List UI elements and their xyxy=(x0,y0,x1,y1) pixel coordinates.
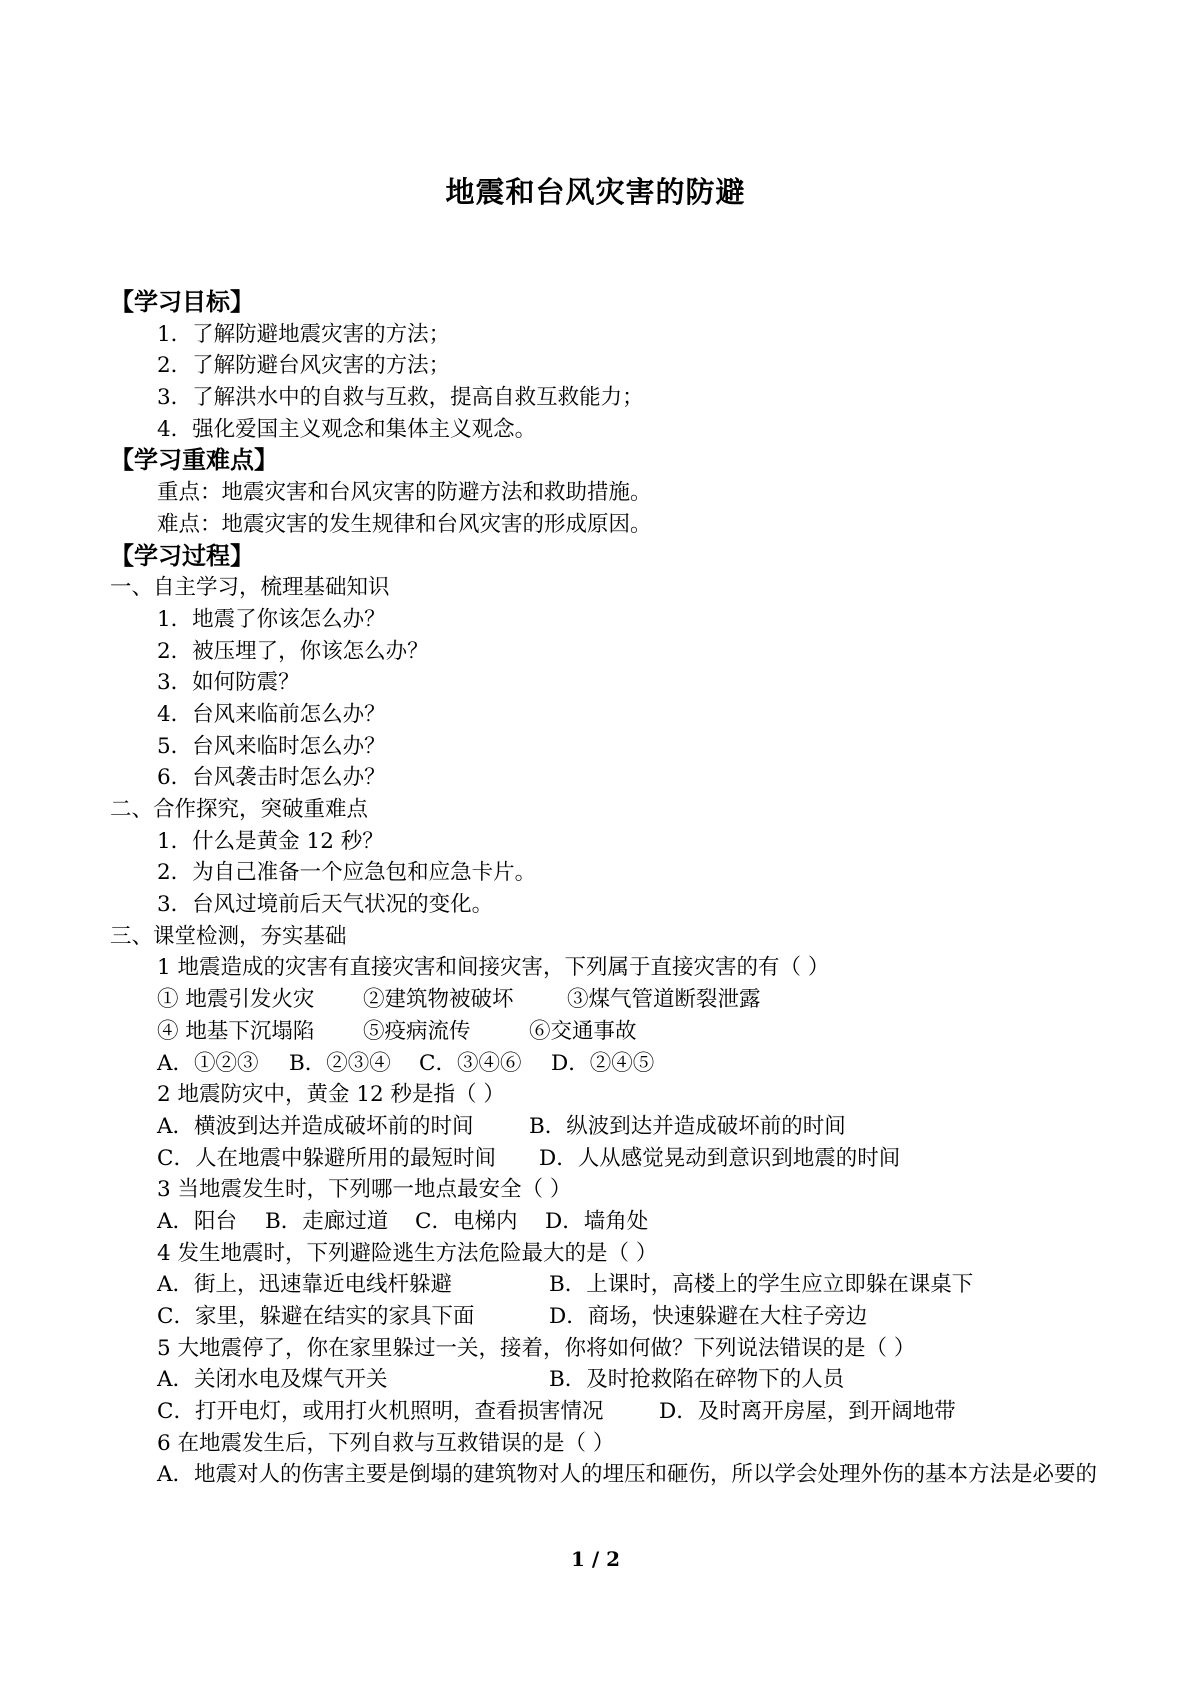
option-row xyxy=(110,1269,1100,1301)
question-stem: 2 地震防灾中，黄金 12 秒是指（ ） xyxy=(157,1082,505,1108)
choice-item: ⑥交通事故 xyxy=(529,1018,637,1044)
list-item: 3．如何防震？ xyxy=(157,670,300,696)
list-item: 2．为自己准备一个应急包和应急卡片。 xyxy=(157,860,537,886)
goal-item: 3．了解洪水中的自救与互救，提高自救互救能力； xyxy=(157,385,644,411)
option: D．及时离开房屋，到开阔地带 xyxy=(659,1399,956,1425)
option: A．①②③ xyxy=(157,1050,259,1076)
option: D．人从感觉晃动到意识到地震的时间 xyxy=(539,1145,901,1171)
question-stem: 5 大地震停了，你在家里躲过一关，接着，你将如何做？下列说法错误的是（ ） xyxy=(157,1335,916,1361)
goal-item: 2．了解防避台风灾害的方法； xyxy=(157,353,451,379)
option: B．②③④ xyxy=(289,1050,391,1076)
option: D．②④⑤ xyxy=(551,1050,655,1076)
choice-row xyxy=(110,1016,1100,1048)
option-row xyxy=(110,1396,1100,1428)
choice-item: ③煤气管道断裂泄露 xyxy=(567,987,761,1013)
section-title: 三、课堂检测，夯实基础 xyxy=(110,923,347,949)
list-item: 1．什么是黄金 12 秒？ xyxy=(157,828,384,854)
option: C．人在地震中躲避所用的最短时间 xyxy=(157,1145,496,1171)
option: A．关闭水电及煤气开关 xyxy=(157,1367,388,1393)
choice-item: ②建筑物被破坏 xyxy=(363,987,514,1013)
list-item: 5．台风来临时怎么办？ xyxy=(157,733,386,759)
keypoint-item: 重点：地震灾害和台风灾害的防避方法和救助措施。 xyxy=(157,480,652,506)
section-title: 一、自主学习，梳理基础知识 xyxy=(110,575,390,601)
page-number: 1 / 2 xyxy=(570,1547,621,1571)
option-row xyxy=(110,1206,1100,1238)
list-item: 2．被压埋了，你该怎么办？ xyxy=(157,638,429,664)
keypoints-heading: 【学习重难点】 xyxy=(110,446,278,475)
process-heading: 【学习过程】 xyxy=(110,541,254,570)
option-row xyxy=(110,1048,1100,1080)
choice-item: ④ 地基下沉塌陷 xyxy=(157,1018,315,1044)
goal-item: 4．强化爱国主义观念和集体主义观念。 xyxy=(157,416,537,442)
option: A．街上，迅速靠近电线杆躲避 xyxy=(157,1272,453,1298)
option: D．墙角处 xyxy=(545,1208,649,1234)
option: B．及时抢救陷在碎物下的人员 xyxy=(549,1367,845,1393)
list-item: 1．地震了你该怎么办？ xyxy=(157,606,386,632)
option: B．走廊过道 xyxy=(265,1208,389,1234)
option: B．纵波到达并造成破坏前的时间 xyxy=(529,1113,846,1139)
option-row xyxy=(110,1364,1100,1396)
question-stem: 1 地震造成的灾害有直接灾害和间接灾害，下列属于直接灾害的有（ ） xyxy=(157,955,830,981)
option: D．商场，快速躲避在大柱子旁边 xyxy=(549,1304,868,1329)
option-paragraph: A．地震对人的伤害主要是倒塌的建筑物对人的埋压和砸伤，所以学会处理外伤的基本方法是必要的 xyxy=(157,1462,1098,1488)
goal-item: 1．了解防避地震灾害的方法； xyxy=(157,321,451,347)
choice-row xyxy=(110,984,1100,1016)
option: B．上课时，高楼上的学生应立即躲在课桌下 xyxy=(549,1272,974,1298)
question-stem: 6 在地震发生后，下列自救与互救错误的是（ ） xyxy=(157,1430,615,1456)
choice-item: ① 地震引发火灾 xyxy=(157,987,315,1013)
document-body xyxy=(110,287,1100,1491)
list-item: 6．台风袭击时怎么办？ xyxy=(157,765,386,791)
list-item: 3．台风过境前后天气状况的变化。 xyxy=(157,892,494,918)
list-item: 4．台风来临前怎么办？ xyxy=(157,701,386,727)
option: C．电梯内 xyxy=(415,1208,518,1234)
section-title: 二、合作探究，突破重难点 xyxy=(110,797,369,822)
question-stem: 3 当地震发生时，下列哪一地点最安全（ ） xyxy=(157,1177,572,1203)
option: A．横波到达并造成破坏前的时间 xyxy=(157,1113,474,1139)
question-stem: 4 发生地震时，下列避险逃生方法危险最大的是（ ） xyxy=(157,1240,658,1266)
option: C．③④⑥ xyxy=(419,1050,522,1076)
goals-heading: 【学习目标】 xyxy=(110,288,254,316)
option-row xyxy=(110,1301,1100,1333)
choice-item: ⑤疫病流传 xyxy=(363,1018,471,1044)
keypoint-item: 难点：地震灾害的发生规律和台风灾害的形成原因。 xyxy=(157,511,652,537)
option-row xyxy=(110,1111,1100,1143)
option: A．阳台 xyxy=(157,1208,238,1234)
option: C．打开电灯，或用打火机照明，查看损害情况 xyxy=(157,1399,604,1425)
page-title: 地震和台风灾害的防避 xyxy=(445,175,746,209)
option-row xyxy=(110,1143,1100,1175)
option: C．家里，躲避在结实的家具下面 xyxy=(157,1304,475,1329)
